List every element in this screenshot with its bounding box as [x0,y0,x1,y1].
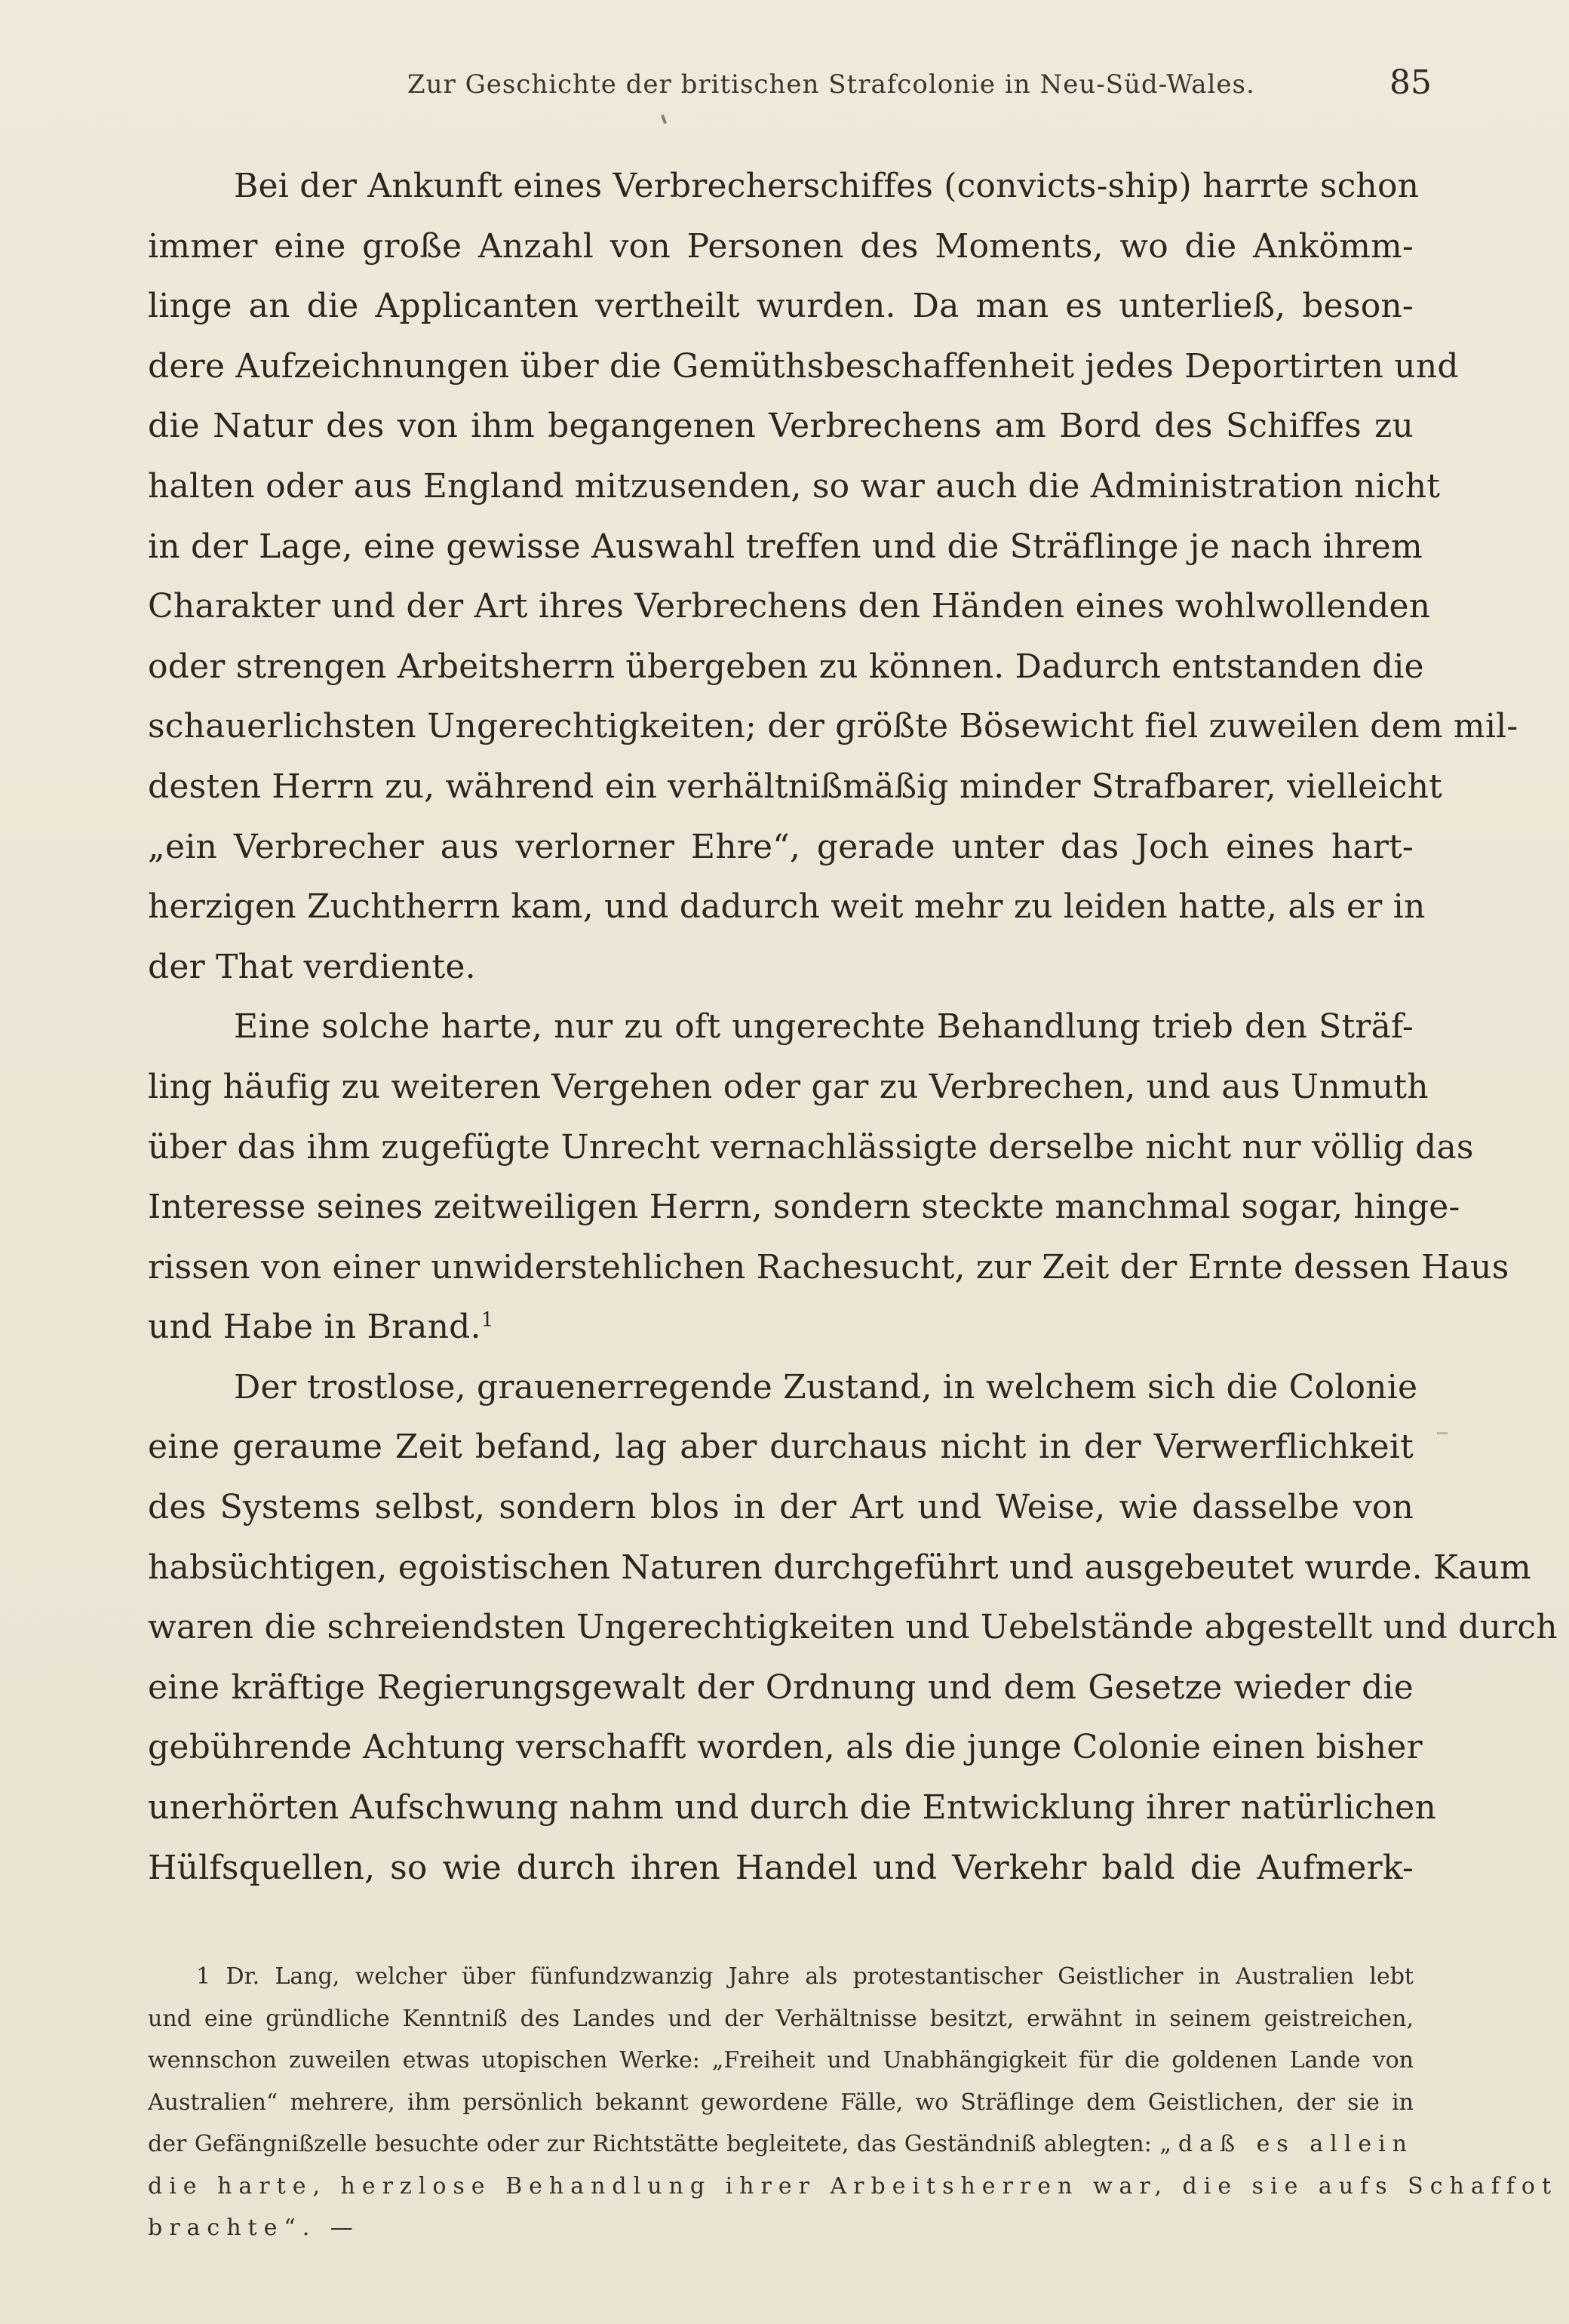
text-line: unerhörten Aufschwung nahm und durch die Entwicklung ihrer natürlichen [148,1788,1437,1828]
text-line: gebührende Achtung verschafft worden, als die junge Colonie einen bisher [148,1728,1423,1767]
text-line: Bei der Ankunft eines Verbrecherschiffes (convicts-ship) harrte schon [234,167,1420,205]
text-line [148,1297,1414,1357]
text-line: linge an die Applicanten vertheilt wurden. Da man es unterließ, beson- [148,287,1414,326]
ink-speck [661,115,667,124]
footnote-line [148,1956,1414,1998]
footnote-marker: 1 [196,1963,211,1990]
text-line: ling häufig zu weiteren Vergehen oder gar zu Verbrechen, und aus Unmuth [148,1067,1429,1106]
text-line: oder strengen Arbeitsherrn übergeben zu können. Dadurch entstanden die [148,647,1424,686]
text-line: der That verdiente. [148,947,476,986]
text-line: schauerlichsten Ungerechtigkeiten; der größte Bösewicht fiel zuweilen dem mil- [148,707,1518,746]
running-title: Zur Geschichte der britischen Strafcolonie in Neu-Süd-Wales. [407,69,1255,100]
text-line: eine kräftige Regierungsgewalt der Ordnung und dem Gesetze wieder die [148,1668,1414,1707]
text-line: Hülfsquellen, so wie durch ihren Handel und Verkehr bald die Aufmerk- [148,1848,1414,1887]
footnote [148,1956,1558,2249]
text-line-content: und Habe in Brand. [148,1308,481,1347]
text-line: herzigen Zuchtherrn kam, und dadurch weit mehr zu leiden hatte, als er in [148,887,1426,927]
text-line: des Systems selbst, sondern blos in der Art und Weise, wie dasselbe von [148,1488,1414,1527]
text-line: Der trostlose, grauenerregende Zustand, in welchem sich die Colonie [234,1367,1418,1406]
footnote-line: und eine gründliche Kenntniß des Landes und der Verhältnisse besitzt, erwähnt in seinem geistreichen, [148,2005,1414,2032]
margin-mark [1437,1432,1448,1434]
footnote-quote-end [148,2207,1414,2249]
footnote-quote-line: die harte, herzlose Behandlung ihrer Arbeitsherren war, die sie aufs Schaffot [148,2172,1558,2200]
text-line: über das ihm zugefügte Unrecht vernachlässigte derselbe nicht nur völlig das [148,1127,1474,1167]
text-line: rissen von einer unwiderstehlichen Rachesucht, zur Zeit der Ernte dessen Haus [148,1247,1509,1286]
text-line: halten oder aus England mitzusenden, so war auch die Administration nicht [148,466,1441,506]
text-line: Interesse seines zeitweiligen Herrn, sondern steckte manchmal sogar, hinge- [148,1188,1460,1227]
text-line: immer eine große Anzahl von Personen des Moments, wo die Ankömm- [148,226,1414,266]
text-line: in der Lage, eine gewisse Auswahl treffen und die Sträflinge je nach ihrem [148,527,1423,566]
text-line: waren die schreiendsten Ungerechtigkeiten und Uebelstände abgestellt und durch [148,1608,1558,1647]
footnote-line-content: der Gefängnißzelle besuchte oder zur Richtstätte begleitete, das Geständniß ablegten: [148,2131,1152,2157]
text-line: Charakter und der Art ihres Verbrechens den Händen eines wohlwollenden [148,587,1431,626]
main-text [148,156,1558,1898]
text-line: desten Herrn zu, während ein verhältnißmäßig minder Strafbarer, vielleicht [148,767,1443,806]
text-line: Eine solche harte, nur zu oft ungerechte Behandlung trieb den Sträf- [234,1007,1414,1047]
page-number: 85 [1389,63,1432,102]
footnote-line [148,2123,1414,2166]
footnote-quote: „daß es allein [1159,2131,1414,2157]
footnote-line: wennschon zuweilen etwas utopischen Werke: „Freiheit und Unabhängigkeit für die goldenen Lande von [148,2047,1414,2073]
footnote-line: Australien“ mehrere, ihm persönlich bekannt gewordene Fälle, wo Sträflinge dem Geistlichen, der sie in [148,2089,1414,2116]
footnote-line-content: Dr. Lang, welcher über fünfundzwanzig Jahre als protestantischer Geistlicher in Australien lebt [226,1963,1414,1990]
text-line: habsüchtigen, egoistischen Naturen durchgeführt und ausgebeutet wurde. Kaum [148,1548,1531,1587]
text-line: die Natur des von ihm begangenen Verbrechens am Bord des Schiffes zu [148,407,1414,446]
text-line: „ein Verbrecher aus verlorner Ehre“, gerade unter das Joch eines hart- [148,827,1414,866]
footnote-reference: 1 [481,1308,494,1332]
footnote-quote-end-text: brachte“. — [148,2215,360,2241]
text-line: eine geraume Zeit befand, lag aber durchaus nicht in der Verwerflichkeit [148,1428,1414,1467]
text-line: dere Aufzeichnungen über die Gemüthsbeschaffenheit jedes Deportirten und [148,346,1459,386]
